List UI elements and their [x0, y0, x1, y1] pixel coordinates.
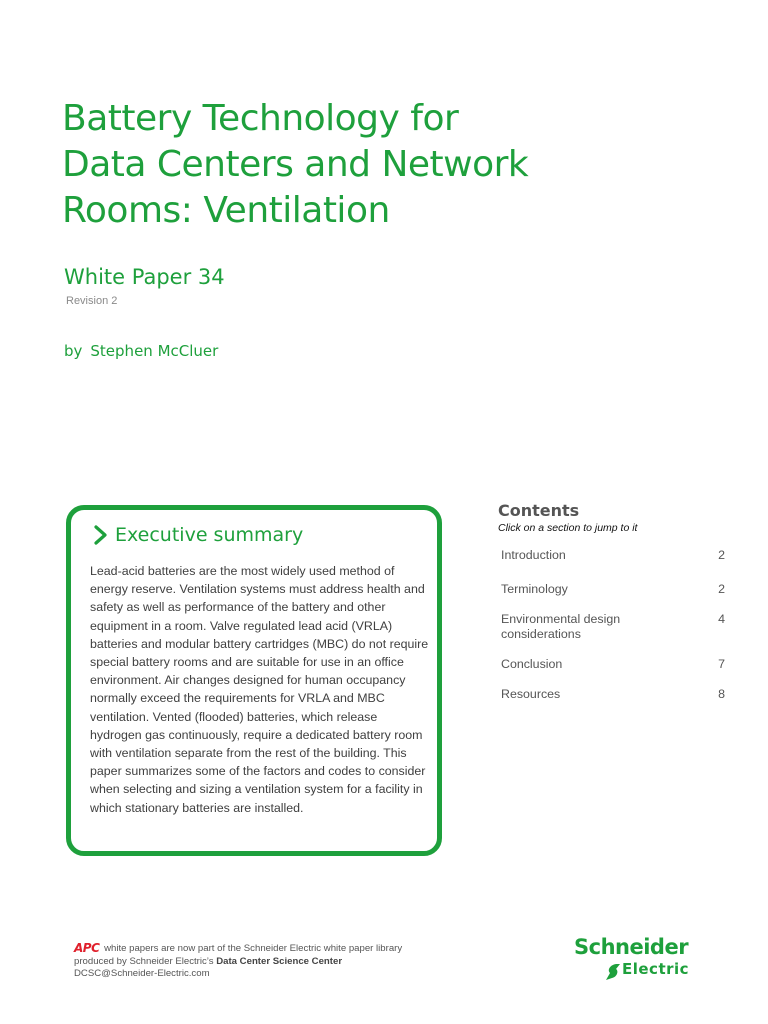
- logo-text-schneider: Schneider: [574, 935, 689, 959]
- executive-summary-box: [66, 505, 442, 856]
- logo-text-electric: Electric: [622, 960, 690, 978]
- footer-line-1: [74, 942, 494, 956]
- revision-label: Revision 2: [66, 295, 118, 307]
- contents-title: Contents: [498, 501, 580, 520]
- toc-label: Resources: [501, 687, 561, 701]
- toc-item-conclusion[interactable]: [501, 657, 725, 672]
- toc-label: Environmental design considerations: [501, 612, 621, 641]
- toc-label: Introduction: [501, 548, 566, 562]
- apc-logo: APC: [74, 941, 100, 955]
- title-line-2: Data Centers and Network: [62, 144, 529, 185]
- toc-page: 8: [718, 687, 725, 701]
- toc-page: 7: [718, 657, 725, 671]
- toc-item-resources[interactable]: [501, 687, 725, 702]
- byline: [64, 342, 218, 360]
- toc-item-terminology[interactable]: [501, 582, 725, 597]
- footer-email[interactable]: DCSC@Schneider-Electric.com: [74, 968, 210, 979]
- toc-label: Terminology: [501, 582, 568, 596]
- life-is-on-icon: [604, 962, 622, 982]
- toc-item-introduction[interactable]: [501, 548, 725, 563]
- toc-page: 4: [718, 612, 725, 626]
- toc-label: Conclusion: [501, 657, 563, 671]
- schneider-electric-logo: [574, 935, 714, 981]
- title-line-3: Rooms: Ventilation: [62, 190, 390, 231]
- executive-summary-text: Lead-acid batteries are the most widely used method of energy reserve. Ventilation systems must address health and safety as well as performance of the battery and other equipment in a room. Valve regulated lead acid (VRLA) batteries and modular battery cartridges (MBC) do not require special battery rooms and are suitable for use in an office environment. Air changes designed for human occupancy normally exceed the requirements for VRLA and MBC ventilation. Vented (flooded) batteries, which release hydrogen gas continuously, require a dedicated battery room with ventilation separate from the rest of the building. This paper summarizes some of the factors and codes to consider when selecting and sizing a ventilation system for a facility in which stationary batteries are installed.: [90, 564, 429, 815]
- contents-hint: Click on a section to jump to it: [498, 522, 638, 534]
- author-name: Stephen McCluer: [90, 342, 219, 360]
- toc-page: 2: [718, 548, 725, 562]
- document-title: [62, 96, 582, 234]
- footer-produced-by: produced by Schneider Electric’s: [74, 955, 214, 967]
- footer-note: [74, 942, 494, 981]
- executive-summary-header: [93, 524, 303, 546]
- toc-page: 2: [718, 582, 725, 596]
- footer-library-text: white papers are now part of the Schneider Electric white paper library: [104, 943, 403, 954]
- executive-summary-title: Executive summary: [115, 524, 304, 546]
- chevron-right-icon: [93, 525, 109, 545]
- byline-prefix: by: [64, 342, 83, 360]
- footer-line-2: [74, 956, 494, 969]
- footer-dcsc-name: Data Center Science Center: [216, 955, 343, 967]
- title-line-1: Battery Technology for: [62, 98, 459, 139]
- toc-item-environmental-design[interactable]: [501, 612, 725, 642]
- white-paper-number: White Paper 34: [64, 265, 225, 289]
